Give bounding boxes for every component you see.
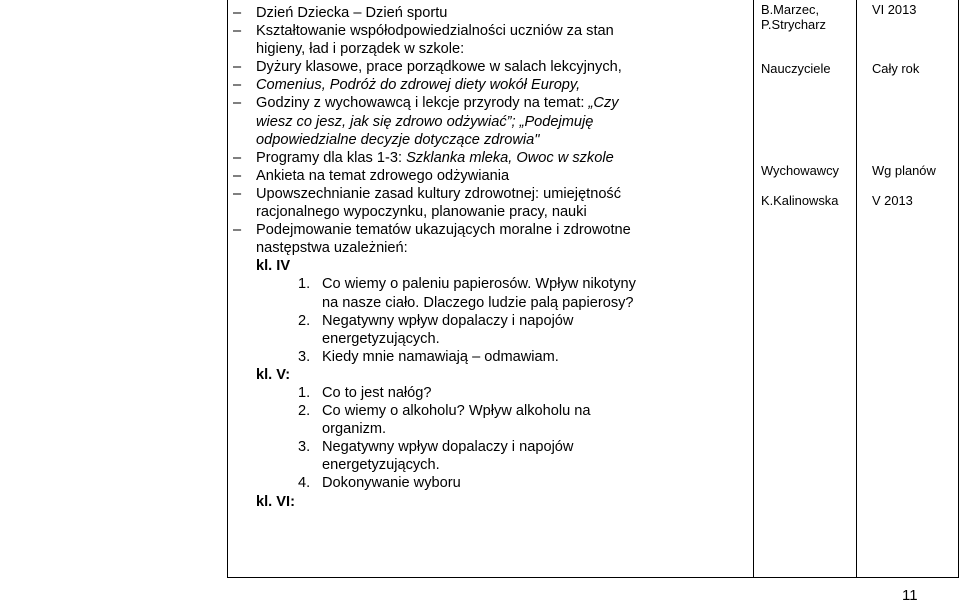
list-item-text: Ankieta na temat zdrowego odżywiania [256,167,510,184]
numbered-item [233,312,653,348]
class-heading: kl. IV [256,258,291,275]
class-heading: kl. V: [256,366,291,383]
deadline-1: VI 2013 [872,2,917,17]
deadline-4: V 2013 [872,193,913,208]
table-border-bottom [227,577,959,578]
table-border-middle-1 [753,0,754,578]
list-item-text: Dyżury klasowe, prace porządkowe w salach lekcyjnych, [256,59,622,76]
list-item [233,4,653,22]
dash-bullet: – [233,59,242,76]
item-number: 2. [298,403,311,420]
numbered-item [233,384,653,402]
item-number: 1. [298,276,311,293]
numbered-item [233,402,653,438]
responsible-person-4: K.Kalinowska [761,193,839,208]
dash-bullet: – [233,23,242,40]
dash-bullet: – [233,95,242,112]
dash-bullet: – [233,185,242,202]
list-item-text: Dzień Dziecka – Dzień sportu [256,5,448,21]
numbered-item [233,275,653,311]
list-item [233,185,653,221]
list-item-text: Kształtowanie współodpowiedzialności uczniów za stan higieny, ład i porządek w szkole: [256,23,614,58]
item-text: Co wiemy o alkoholu? Wpływ alkoholu na organizm. [322,403,591,438]
list-item [233,76,653,94]
list-item-text: Programy dla klas 1-3: [256,149,407,166]
list-item [233,167,653,185]
deadline-3: Wg planów [872,163,936,178]
item-number: 2. [298,312,311,329]
item-number: 3. [298,348,311,365]
dash-bullet: – [233,167,242,184]
list-item [233,58,653,76]
item-text: Negatywny wpływ dopalaczy i napojów energetyzujących. [322,312,574,347]
item-number: 3. [298,439,311,456]
item-text: Dokonywanie wyboru [322,475,461,492]
deadline-2: Cały rok [872,61,920,76]
list-item-text: „Czy wiesz co jesz, jak się zdrowo odżywiać”; „Podejmuję odpowiedzialne decyzje dotyczące zdrowia" [256,95,619,148]
item-number: 4. [298,475,311,492]
responsible-person-1: B.Marzec, P.Strycharz [761,2,826,33]
list-item [233,22,653,58]
numbered-item [233,474,653,492]
list-item-text: Upowszechnianie zasad kultury zdrowotnej: umiejętność racjonalnego wypoczynku, planowanie pracy, nauki [256,185,622,221]
dash-bullet: – [233,222,242,239]
class-heading: kl. VI: [256,493,295,510]
dash-bullet: – [233,77,242,94]
table-border-left [227,0,228,578]
item-number: 1. [298,384,311,401]
numbered-item [233,438,653,474]
dash-bullet: – [233,149,242,166]
item-text: Kiedy mnie namawiają – odmawiam. [322,348,559,365]
list-item-text: Comenius, Podróż do zdrowej diety wokół Europy, [256,77,581,94]
list-item-text: Szklanka mleka, Owoc w szkole [406,149,614,166]
list-item-text: Podejmowanie tematów ukazujących moralne i zdrowotne następstwa uzależnień: [256,222,631,257]
item-text: Negatywny wpływ dopalaczy i napojów energetyzujących. [322,439,574,474]
dash-bullet: – [233,5,242,21]
list-item [233,94,653,148]
list-item-text: Godziny z wychowawcą i lekcje przyrody na temat: [256,95,589,112]
page-number: 11 [902,587,918,604]
item-text: Co to jest nałóg? [322,384,432,401]
numbered-item [233,348,653,366]
table-border-middle-2 [856,0,857,578]
list-item [233,149,653,167]
item-text: Co wiemy o paleniu papierosów. Wpływ nikotyny na nasze ciało. Dlaczego ludzie palą papierosy? [322,276,636,311]
activities-column [233,4,653,511]
responsible-person-3: Wychowawcy [761,163,839,178]
responsible-person-2: Nauczyciele [761,61,831,76]
list-item [233,221,653,257]
